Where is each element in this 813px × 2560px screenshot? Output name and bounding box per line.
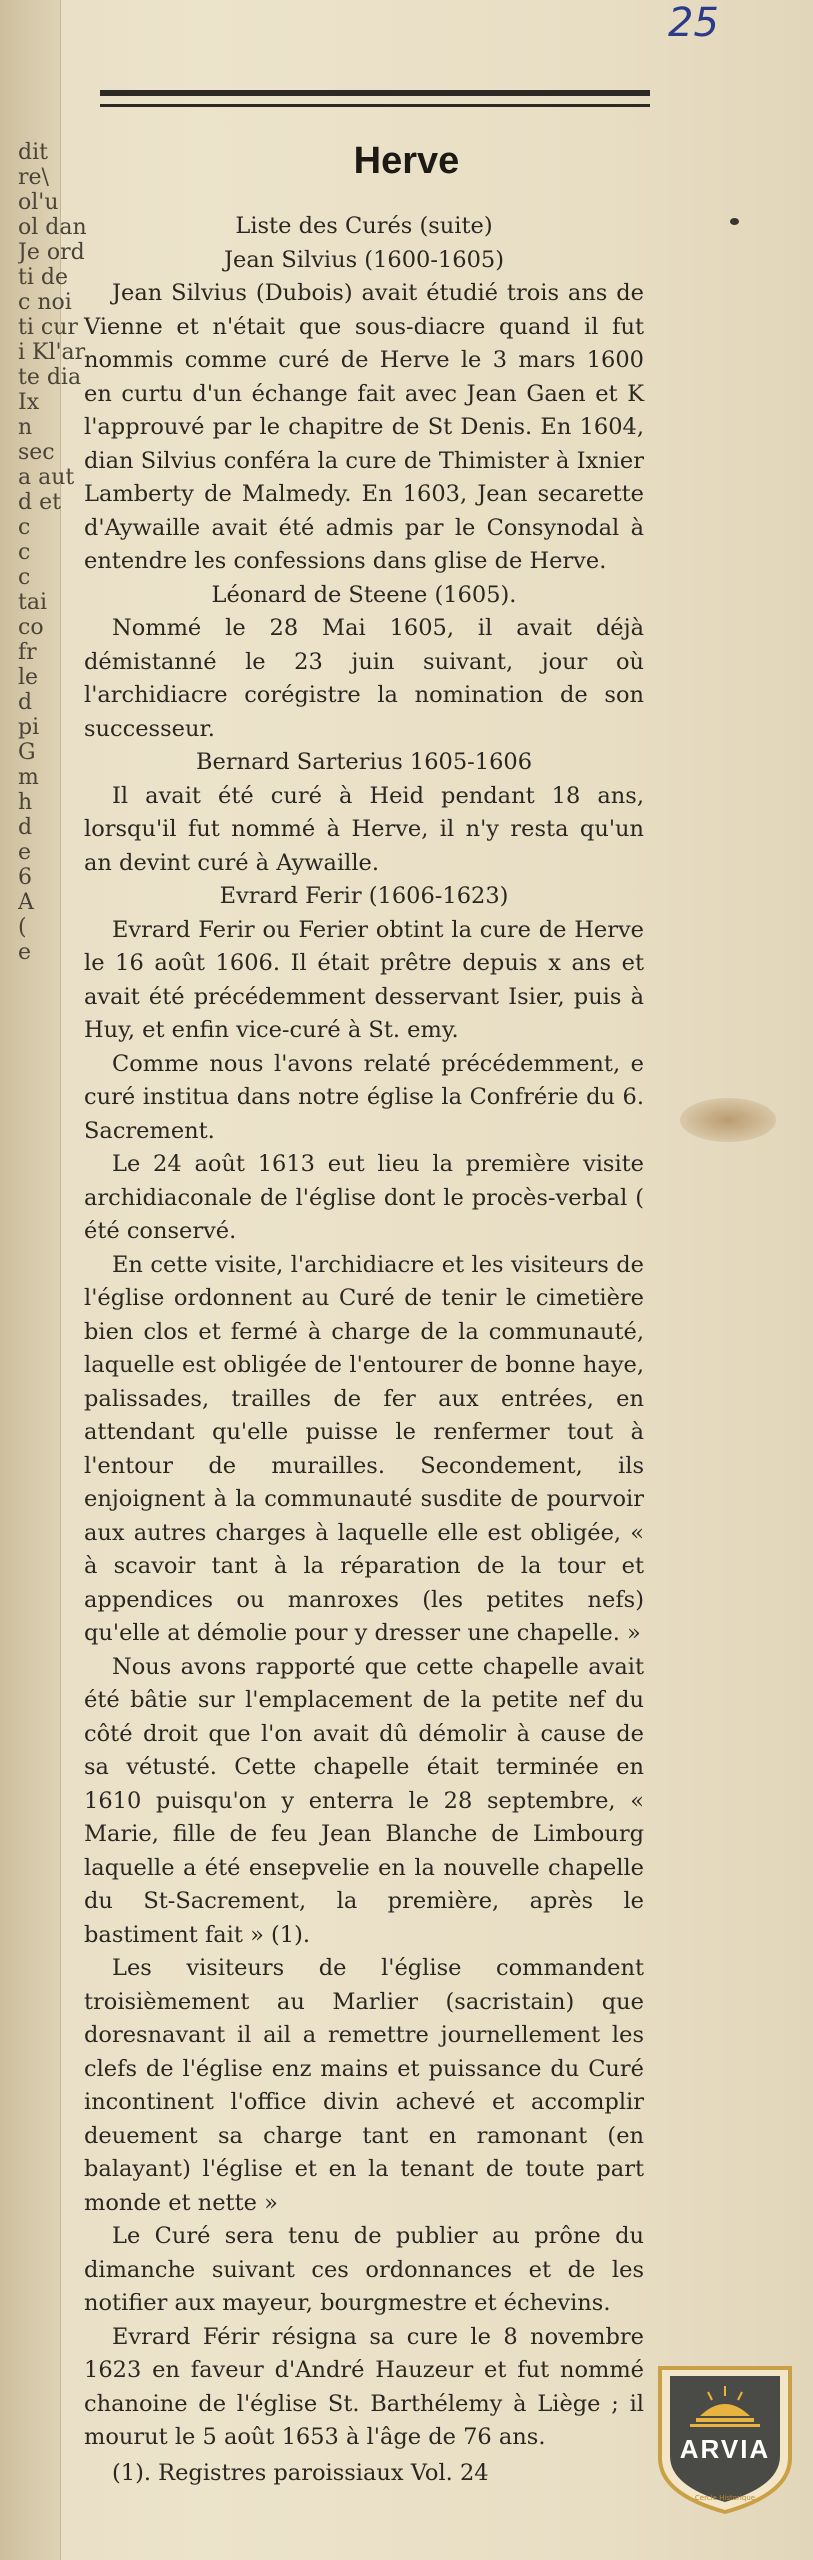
margin-fragment: tai	[18, 590, 47, 615]
section-silvius	[84, 244, 644, 579]
margin-fragment: ol'u	[18, 190, 59, 215]
margin-fragment: h	[18, 790, 33, 815]
logo-text: ARVIA	[679, 2434, 771, 2464]
margin-fragment: le	[18, 665, 39, 690]
paragraph: Comme nous l'avons relaté précédemment, e curé institua dans notre église la Confrérie du 6. Sacrement.	[84, 1050, 644, 1144]
margin-fragment: dit	[18, 140, 48, 165]
margin-fragment: d	[18, 815, 33, 840]
top-rule-thin	[100, 104, 650, 107]
top-rule-thick	[100, 90, 650, 96]
margin-fragment: A	[18, 890, 34, 915]
paragraph: Les visiteurs de l'église commandent troisièmement au Marlier (sacristain) que doresnavant il ail a remettre journellement les clefs de l'église enz mains et puissance du Curé incontinent l'office divin achevé et accomplir deuement sa charge tant en ramonant (en balayant) l'église et en la tenant de toute part monde et nette »	[84, 1955, 644, 2216]
article-title: Herve	[353, 140, 460, 182]
margin-fragment: ol dan	[18, 215, 87, 240]
margin-fragment: fr	[18, 640, 37, 665]
margin-fragment: ti cur	[18, 315, 78, 340]
paper-stain	[680, 1098, 776, 1142]
margin-fragment: c	[18, 540, 31, 565]
margin-fragment: e	[18, 940, 32, 965]
section-steene	[84, 579, 644, 747]
paragraph: Evrard Ferir ou Ferier obtint la cure de Herve le 16 août 1606. Il était prêtre depuis x ans et avait été précédemment desservant Isier, puis à Huy, et enfin vice-curé à St. emy.	[84, 916, 644, 1043]
paragraph: Le Curé sera tenu de publier au prône du dimanche suivant ces ordonnances et de les notifier aux mayeur, bourgmestre et échevins.	[84, 2223, 644, 2316]
margin-fragment: Je ord	[18, 240, 85, 265]
paragraph: En cette visite, l'archidiacre et les visiteurs de l'église ordonnent au Curé de tenir le cimetière bien clos et fermé à charge de la communauté, laquelle est obligée de l'entourer de bonne haye, palissades, trailles de fer aux entrées, en attendant qu'elle puisse le renfermer tout à l'entour de murailles. Secondement, ils enjoignent à la communauté susdite de pourvoir aux autres charges à laquelle elle est obligée, « à scavoir tant à la réparation de la tour et appendices ou manroxes (les petites nefs) qu'elle at démolie pour y dresser une chapelle. »	[84, 1251, 644, 1646]
paragraph: Le 24 août 1613 eut lieu la première visite archidiaconale de l'église dont le procès-verbal ( été conservé.	[84, 1151, 644, 1244]
section-ferir	[84, 880, 644, 2455]
margin-fragment: ti de	[18, 265, 68, 290]
margin-fragment: co	[18, 615, 44, 640]
margin-fragment: n	[18, 415, 33, 440]
margin-fragment: i Kl'ar	[18, 340, 86, 365]
section-heading: Jean Silvius (1600-1605)	[224, 246, 504, 273]
logo-subtext: Cercle Historique	[694, 2494, 756, 2502]
margin-fragment: c noi	[18, 290, 72, 315]
margin-fragment: (	[18, 915, 27, 940]
paragraph: Nous avons rapporté que cette chapelle avait été bâtie sur l'emplacement de la petite nef du côté droit que l'on avait dû démolir à cause de sa vétusté. Cette chapelle était terminée en 1610 puisqu'on y enterra le 28 septembre, « Marie, fille de feu Jean Blanche de Limbourg laquelle a été ensepvelie en la nouvelle chapelle du St-Sacrement, la première, après le bastiment fait » (1).	[84, 1653, 644, 1948]
margin-fragment: m	[18, 765, 39, 790]
margin-fragment: d et	[18, 490, 61, 515]
ink-dot	[730, 218, 739, 225]
margin-fragment: c	[18, 515, 31, 540]
margin-fragment: sec	[18, 440, 55, 465]
paragraph: Nommé le 28 Mai 1605, il avait déjà démistanné le 23 juin suivant, jour où l'archidiacre corégistre la nomination de son successeur.	[84, 615, 644, 742]
margin-fragment: a aut	[18, 465, 75, 490]
article-subtitle: Liste des Curés (suite)	[235, 213, 493, 239]
margin-fragment: c	[18, 565, 31, 590]
section-heading: Bernard Sarterius 1605-1606	[195, 749, 533, 775]
margin-fragment: te dia	[18, 365, 82, 390]
section-sarterius	[84, 746, 644, 880]
margin-fragment: Ix	[18, 390, 40, 415]
margin-fragment: pi	[18, 715, 40, 740]
paragraph: Il avait été curé à Heid pendant 18 ans, lorsqu'il fut nommé à Herve, il n'y resta qu'un an devint curé à Aywaille.	[84, 782, 644, 876]
section-heading: Evrard Ferir (1606-1623)	[219, 883, 509, 909]
footnote: (1). Registres paroissiaux Vol. 24	[112, 2459, 489, 2486]
paragraph: Evrard Férir résigna sa cure le 8 novembre 1623 en faveur d'André Hauzeur et fut nommé chanoine de l'église St. Barthélemy à Liège ; il mourut le 5 août 1653 à l'âge de 76 ans.	[84, 2323, 644, 2450]
paragraph: Jean Silvius (Dubois) avait étudié trois ans de Vienne et n'était que sous-diacre quand il fut nommis comme curé de Herve le 3 mars 1600 en curtu d'un échange fait avec Jean Gaen et K l'approuvé par le chapitre de St Denis. En 1604, dian Silvius conféra la cure de Thimister à Ixnier Lamberty de Malmedy. En 1603, Jean secarette d'Aywaille avait été admis par le Consynodal à entendre les confessions dans glise de Herve.	[84, 280, 644, 574]
section-heading: Léonard de Steene (1605).	[211, 581, 517, 608]
margin-fragment: re\	[18, 165, 49, 190]
page-number: 25	[668, 0, 719, 46]
margin-fragment: G	[18, 740, 36, 765]
margin-fragment: e	[18, 840, 32, 865]
margin-fragment: 6	[18, 865, 32, 890]
arvia-logo	[650, 2362, 800, 2516]
article-body	[84, 210, 644, 2490]
margin-fragment: d	[18, 690, 33, 715]
